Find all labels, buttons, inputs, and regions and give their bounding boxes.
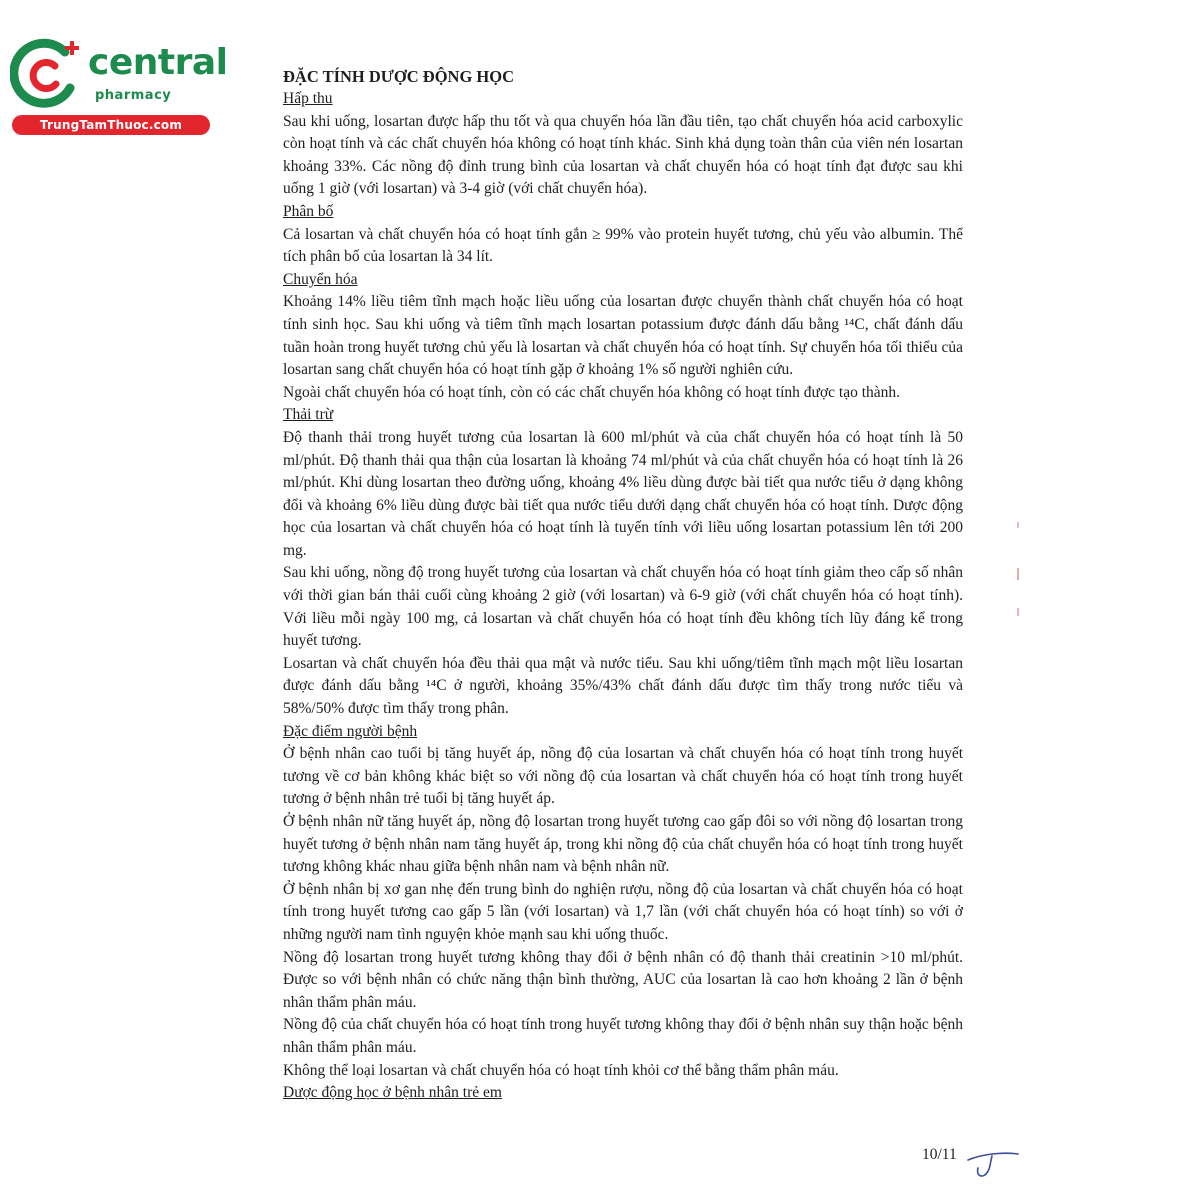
paragraph: Sau khi uống, nồng độ trong huyết tương của losartan và chất chuyển hóa có hoạt tính giảm theo cấp số nhân với thời gian bán thải cuối cùng khoảng 2 giờ (với losartan) và 6-9 giờ (với chất chuyển hóa có hoạt tính). Với liều mỗi ngày 100 mg, cả losartan và chất chuyển hóa có hoạt tính đều không tích lũy đáng kể trong huyết tương. bbox=[283, 564, 963, 650]
paragraph: Ở bệnh nhân cao tuổi bị tăng huyết áp, nồng độ của losartan và chất chuyển hóa có hoạt tính trong huyết tương về cơ bản không khác biệt so với nồng độ của losartan và chất chuyển hóa có hoạt tính trong huyết tương ở bệnh nhân trẻ tuổi bị tăng huyết áp. bbox=[283, 745, 963, 808]
paragraph: Cả losartan và chất chuyển hóa có hoạt tính gắn ≥ 99% vào protein huyết tương, chủ yếu vào albumin. Thể tích phân bố của losartan là 34 lít. bbox=[283, 225, 963, 266]
pharmacy-logo-icon bbox=[10, 38, 84, 112]
initials-signature bbox=[962, 1142, 1022, 1182]
section-heading-absorption: Hấp thu bbox=[283, 90, 333, 107]
section-heading-patient-characteristics: Đặc điểm người bệnh bbox=[283, 722, 418, 740]
section-heading-distribution: Phân bố bbox=[283, 202, 334, 220]
section-heading-pediatric: Dược động học ở bệnh nhân trẻ em bbox=[283, 1084, 502, 1102]
paragraph: Nồng độ losartan trong huyết tương không thay đổi ở bệnh nhân có độ thanh thải creatinin >10 ml/phút. Được so với bệnh nhân có chức năng thận bình thường, AUC của losartan là cao hơn khoảng 2 lần ở bệnh nhân thẩm phân máu. bbox=[283, 948, 963, 1011]
paragraph: Ở bệnh nhân nữ tăng huyết áp, nồng độ losartan trong huyết tương cao gấp đôi so với nồng độ losartan trong huyết tương ở bệnh nhân nam tăng huyết áp, trong khi nồng độ của chất chuyển hóa có hoạt tính trong huyết tương không khác nhau giữa bệnh nhân nam và bệnh nhân nữ. bbox=[283, 813, 963, 876]
paragraph: Ở bệnh nhân bị xơ gan nhẹ đến trung bình do nghiện rượu, nồng độ của losartan và chất chuyển hóa có hoạt tính trong huyết tương cao gấp 5 lần (với losartan) và 1,7 lần (với chất chuyển hóa có hoạt tính) so với ở những người nam tình nguyện khỏe mạnh sau khi uống thuốc. bbox=[283, 880, 963, 943]
paragraph: Không thể loại losartan và chất chuyển hóa có hoạt tính khỏi cơ thể bằng thẩm phân máu. bbox=[283, 1061, 839, 1079]
central-pharmacy-logo[interactable] bbox=[8, 34, 228, 136]
section-heading-elimination: Thải trừ bbox=[283, 406, 334, 424]
document-title: ĐẶC TÍNH DƯỢC ĐỘNG HỌC bbox=[283, 67, 515, 86]
logo-sub-text: pharmacy bbox=[95, 88, 172, 103]
paragraph: Độ thanh thải trong huyết tương của losartan là 600 ml/phút và của chất chuyển hóa có hoạt tính là 50 ml/phút. Độ thanh thải qua thận của losartan là khoảng 74 ml/phút và của chất chuyển hóa có hoạt tính là 26 ml/phút. Khi dùng losartan theo đường uống, khoảng 4% liều dùng được bài tiết qua nước tiểu ở dạng không đổi và khoảng 6% liều dùng được bài tiết qua nước tiểu dưới dạng chất chuyển hóa có hoạt tính. Dược động học của losartan và chất chuyển hóa có hoạt tính là tuyến tính với liều uống losartan potassium lên tới 200 mg. bbox=[283, 428, 963, 559]
page-number: 10/11 bbox=[922, 1146, 957, 1163]
logo-url-badge[interactable]: TrungTamThuoc.com bbox=[12, 115, 210, 135]
margin-marks bbox=[1008, 520, 1028, 630]
paragraph: Khoảng 14% liều tiêm tĩnh mạch hoặc liều uống của losartan được chuyển thành chất chuyển hóa có hoạt tính sinh học. Sau khi uống và tiêm tĩnh mạch losartan potassium được đánh dấu bằng ¹⁴C, chất đánh dấu tuần hoàn trong huyết tương chủ yếu là losartan và chất chuyển hóa có hoạt tính. Sự chuyển hóa tối thiểu của losartan sang chất chuyển hóa có hoạt tính gặp ở khoảng 1% số người nghiên cứu. bbox=[283, 293, 963, 379]
logo-brand-text: central bbox=[88, 42, 228, 83]
paragraph: Ngoài chất chuyển hóa có hoạt tính, còn có các chất chuyển hóa không có hoạt tính được tạo thành. bbox=[283, 383, 901, 401]
document-body bbox=[283, 66, 963, 1105]
paragraph: Nồng độ của chất chuyển hóa có hoạt tính trong huyết tương không thay đổi ở bệnh nhân suy thận hoặc bệnh nhân thẩm phân máu. bbox=[283, 1016, 963, 1056]
paragraph: Losartan và chất chuyển hóa đều thải qua mật và nước tiểu. Sau khi uống/tiêm tĩnh mạch một liều losartan được đánh dấu bằng ¹⁴C ở người, khoảng 35%/43% chất đánh dấu được tìm thấy trong nước tiểu và 58%/50% được tìm thấy trong phân. bbox=[283, 654, 963, 718]
paragraph: Sau khi uống, losartan được hấp thu tốt và qua chuyển hóa lần đầu tiên, tạo chất chuyển hóa acid carboxylic còn hoạt tính và các chất chuyển hóa không có hoạt tính khác. Sinh khả dụng toàn thân của viên nén losartan khoảng 33%. Các nồng độ đỉnh trung bình của losartan và chất chuyển hóa có hoạt tính đạt được sau khi uống 1 giờ (với losartan) và 3-4 giờ (với chất chuyển hóa). bbox=[283, 112, 963, 198]
section-heading-metabolism: Chuyển hóa bbox=[283, 270, 358, 288]
